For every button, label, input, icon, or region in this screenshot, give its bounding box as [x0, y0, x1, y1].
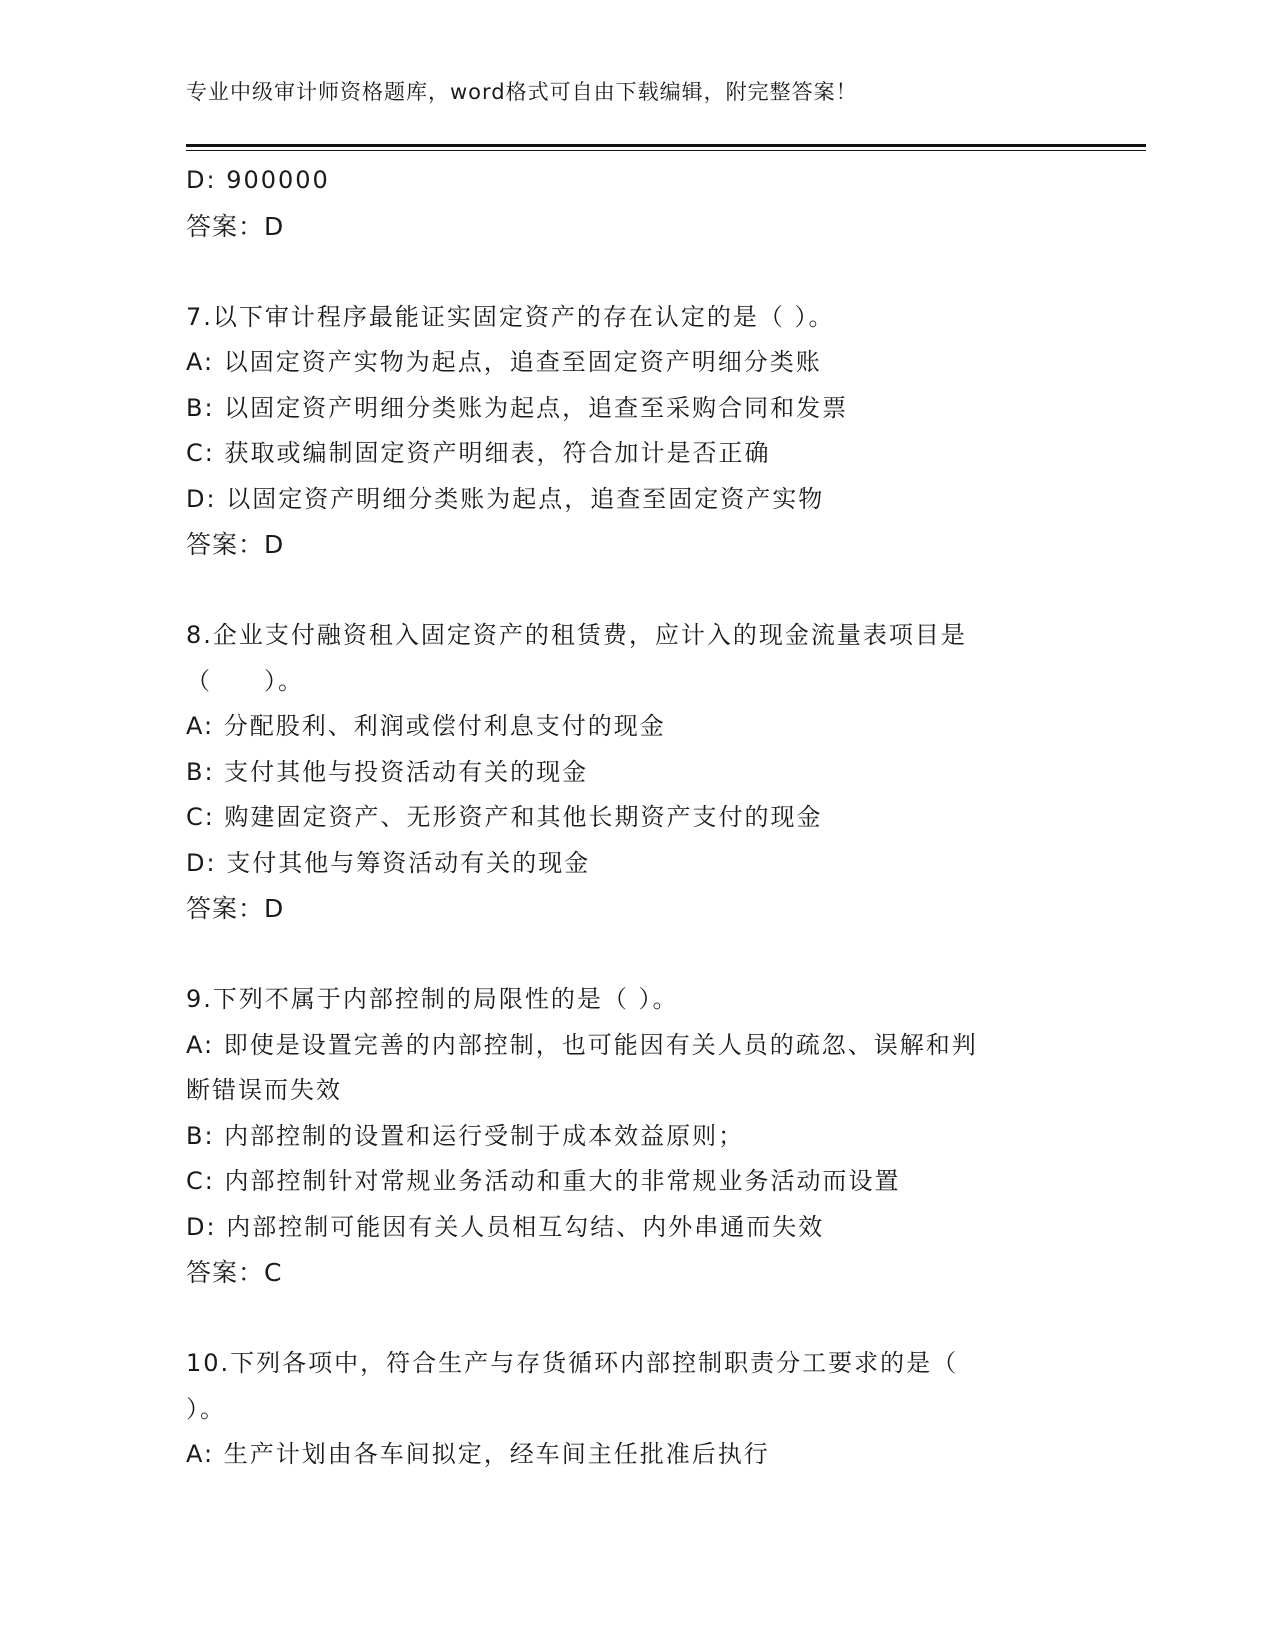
q9-option-c: C: 内部控制针对常规业务活动和重大的非常规业务活动而设置: [186, 1167, 901, 1195]
q6-answer: 答案：D: [186, 211, 285, 241]
spacer: [186, 249, 1086, 295]
q9-stem: 9.下列不属于内部控制的局限性的是（ ）。: [186, 985, 679, 1013]
q7-option-c: C: 获取或编制固定资产明细表，符合加计是否正确: [186, 439, 771, 467]
spacer: [186, 932, 1086, 978]
header-rule-thick: [186, 144, 1146, 147]
q8-stem-line1: 8.企业支付融资租入固定资产的租赁费，应计入的现金流量表项目是: [186, 621, 967, 649]
q8-option-b: B: 支付其他与投资活动有关的现金: [186, 757, 589, 786]
q8-option-c: C: 购建固定资产、无形资产和其他长期资产支付的现金: [186, 803, 823, 831]
q7-option-d: D: 以固定资产明细分类账为起点，追查至固定资产实物: [186, 484, 825, 513]
q7-answer: 答案：D: [186, 530, 285, 559]
q7-option-b: B: 以固定资产明细分类账为起点，追查至采购合同和发票: [186, 393, 849, 422]
q9-option-a-line2: 断错误而失效: [186, 1076, 342, 1104]
spacer: [186, 568, 1086, 614]
q8-answer: 答案：D: [186, 894, 285, 923]
document-body: [186, 158, 1086, 1478]
q10-stem-line1: 10.下列各项中，符合生产与存货循环内部控制职责分工要求的是（: [186, 1349, 959, 1377]
q9-option-a-line1: A: 即使是设置完善的内部控制，也可能因有关人员的疏忽、误解和判: [186, 1030, 978, 1059]
q8-option-d: D: 支付其他与筹资活动有关的现金: [186, 848, 591, 877]
q8-option-a: A: 分配股利、利润或偿付利息支付的现金: [186, 712, 666, 740]
q9-answer: 答案：C: [186, 1258, 283, 1287]
q7-option-a: A: 以固定资产实物为起点，追查至固定资产明细分类账: [186, 348, 822, 376]
q10-stem-line2: ）。: [186, 1394, 226, 1423]
q7-stem: 7.以下审计程序最能证实固定资产的存在认定的是（ ）。: [186, 302, 835, 331]
q6-option-d: D: 900000: [186, 166, 330, 194]
spacer: [186, 1296, 1086, 1342]
header-rule-thin: [186, 150, 1146, 151]
q9-option-d: D: 内部控制可能因有关人员相互勾结、内外串通而失效: [186, 1212, 825, 1241]
q8-stem-line2: （ ）。: [186, 666, 304, 695]
q10-option-a: A: 生产计划由各车间拟定，经车间主任批准后执行: [186, 1440, 770, 1468]
page-header: 专业中级审计师资格题库，word格式可自由下载编辑，附完整答案！: [186, 80, 858, 104]
q9-option-b: B: 内部控制的设置和运行受制于成本效益原则；: [186, 1121, 745, 1150]
